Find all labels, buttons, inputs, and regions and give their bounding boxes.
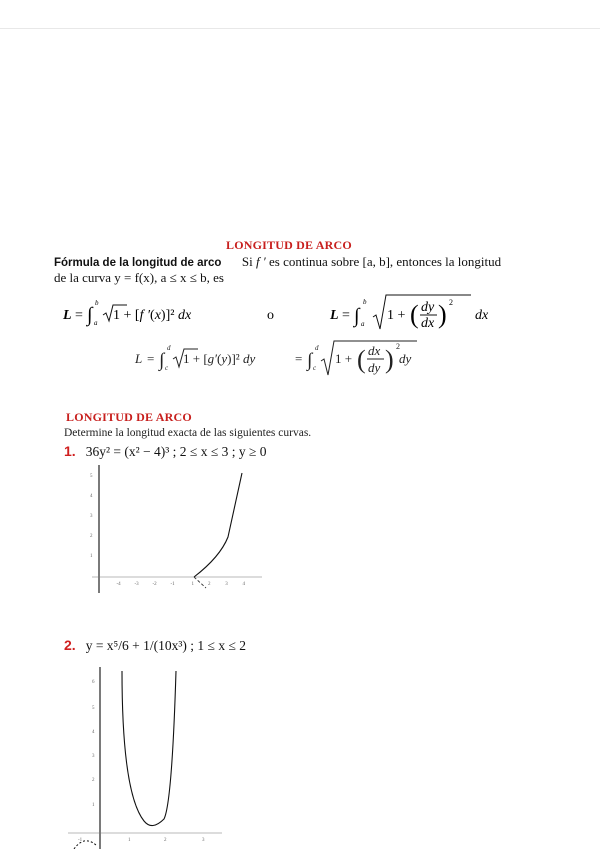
svg-text:dx: dx — [475, 308, 489, 323]
problem-2 — [64, 637, 246, 655]
problem-1-number: 1. — [64, 443, 76, 459]
g1-tick-xticks-6: 3 — [225, 582, 228, 587]
svg-text:b: b — [363, 298, 367, 306]
g1-tick-xticks-3: -1 — [170, 582, 175, 587]
formula-L3 — [134, 341, 417, 375]
graph-2 — [64, 663, 224, 849]
svg-text:∫: ∫ — [354, 305, 360, 327]
svg-text:∫: ∫ — [307, 350, 313, 371]
or-word: o — [267, 308, 274, 323]
svg-text:(: ( — [357, 345, 366, 374]
section2-title: LONGITUD DE ARCO — [66, 410, 192, 424]
g1-tick-xticks-5: 2 — [208, 582, 211, 587]
document-page — [0, 28, 600, 849]
problem-1-equation: 36y² = (x² − 4)³ ; 2 ≤ x ≤ 3 ; y ≥ 0 — [85, 444, 267, 459]
g1-tick-yticks-3: 4 — [90, 494, 93, 499]
svg-text:): ) — [385, 345, 394, 374]
svg-text:dx: dx — [421, 316, 435, 331]
g2-tick-xticks-3: 3 — [202, 838, 205, 843]
g2-tick-xticks-1: 1 — [128, 838, 131, 843]
svg-text:L: L — [63, 308, 72, 323]
svg-text:d: d — [315, 344, 319, 352]
section1-title: LONGITUD DE ARCO — [226, 238, 352, 252]
intro-si: Si — [241, 254, 253, 269]
g1-tick-xticks-1: -3 — [134, 582, 139, 587]
g2-tick-yticks-4: 5 — [92, 706, 95, 711]
svg-text:1 + [g′(y)]² dy: 1 + [g′(y)]² dy — [183, 351, 256, 366]
g2-tick-yticks-3: 4 — [92, 730, 95, 735]
g2-tick-yticks-1: 2 — [92, 778, 95, 783]
svg-text:a: a — [361, 320, 365, 328]
problem-2-equation: y = x⁵/6 + 1/(10x³) ; 1 ≤ x ≤ 2 — [85, 638, 246, 653]
svg-text:1 + [f ′(x)]² dx: 1 + [f ′(x)]² dx — [113, 308, 192, 323]
svg-text:∫: ∫ — [159, 350, 165, 371]
svg-text:(: ( — [410, 300, 419, 329]
svg-text:dy: dy — [368, 360, 381, 375]
svg-text:c: c — [165, 364, 169, 372]
graph1-curve-lower — [191, 577, 206, 588]
svg-text:): ) — [438, 300, 447, 329]
svg-text:1 +: 1 + — [335, 351, 353, 366]
g2-tick-yticks-0: 1 — [92, 803, 95, 808]
intro-fprime: f ′ — [256, 254, 266, 269]
svg-text:dx: dx — [368, 343, 381, 358]
graph-1 — [70, 461, 265, 596]
g1-tick-yticks-0: 1 — [90, 554, 93, 559]
svg-text:dy: dy — [421, 300, 435, 315]
g2-tick-xticks-2: 2 — [164, 838, 167, 843]
svg-text:L: L — [135, 351, 143, 366]
instruction-text: Determine la longitud exacta de las siguientes curvas. — [64, 427, 312, 439]
g1-tick-yticks-1: 2 — [90, 534, 93, 539]
svg-text:=: = — [342, 308, 350, 323]
svg-text:b: b — [95, 299, 99, 307]
g1-tick-yticks-2: 3 — [90, 514, 93, 519]
graph1-curve — [194, 473, 242, 577]
svg-text:dy: dy — [399, 351, 412, 366]
g1-tick-xticks-0: -4 — [116, 582, 121, 587]
g2-tick-yticks-2: 3 — [92, 754, 95, 759]
g1-tick-xticks-2: -2 — [152, 582, 157, 587]
g2-tick-yticks-5: 6 — [92, 680, 95, 685]
svg-text:=: = — [295, 351, 303, 366]
svg-text:a: a — [94, 319, 98, 327]
svg-text:d: d — [167, 344, 171, 352]
g2-tick-xticks-0: -1 — [78, 838, 83, 843]
g1-tick-xticks-7: 4 — [242, 582, 245, 587]
svg-text:=: = — [75, 308, 83, 323]
svg-text:2: 2 — [396, 342, 400, 351]
formula-intro-line1 — [54, 254, 501, 270]
svg-text:1 +: 1 + — [387, 308, 406, 323]
g1-tick-xticks-4: 1 — [191, 582, 194, 587]
formula-intro-line2: de la curva y = f(x), a ≤ x ≤ b, es — [54, 270, 224, 285]
svg-text:L: L — [330, 308, 339, 323]
intro-continua: es continua sobre [a, b], entonces la longitud — [268, 254, 502, 269]
problem-2-number: 2. — [64, 637, 76, 653]
problem-1 — [64, 443, 267, 461]
svg-text:=: = — [147, 351, 155, 366]
svg-text:c: c — [313, 364, 317, 372]
g1-tick-yticks-4: 5 — [90, 474, 93, 479]
svg-text:2: 2 — [449, 298, 453, 307]
formula-L2 — [329, 295, 489, 331]
formula-L1 — [62, 299, 192, 327]
graph2-curve — [122, 671, 176, 826]
formula-heading: Fórmula de la longitud de arco — [54, 257, 222, 269]
svg-text:∫: ∫ — [87, 304, 93, 326]
arc-length-formulas — [55, 291, 525, 381]
